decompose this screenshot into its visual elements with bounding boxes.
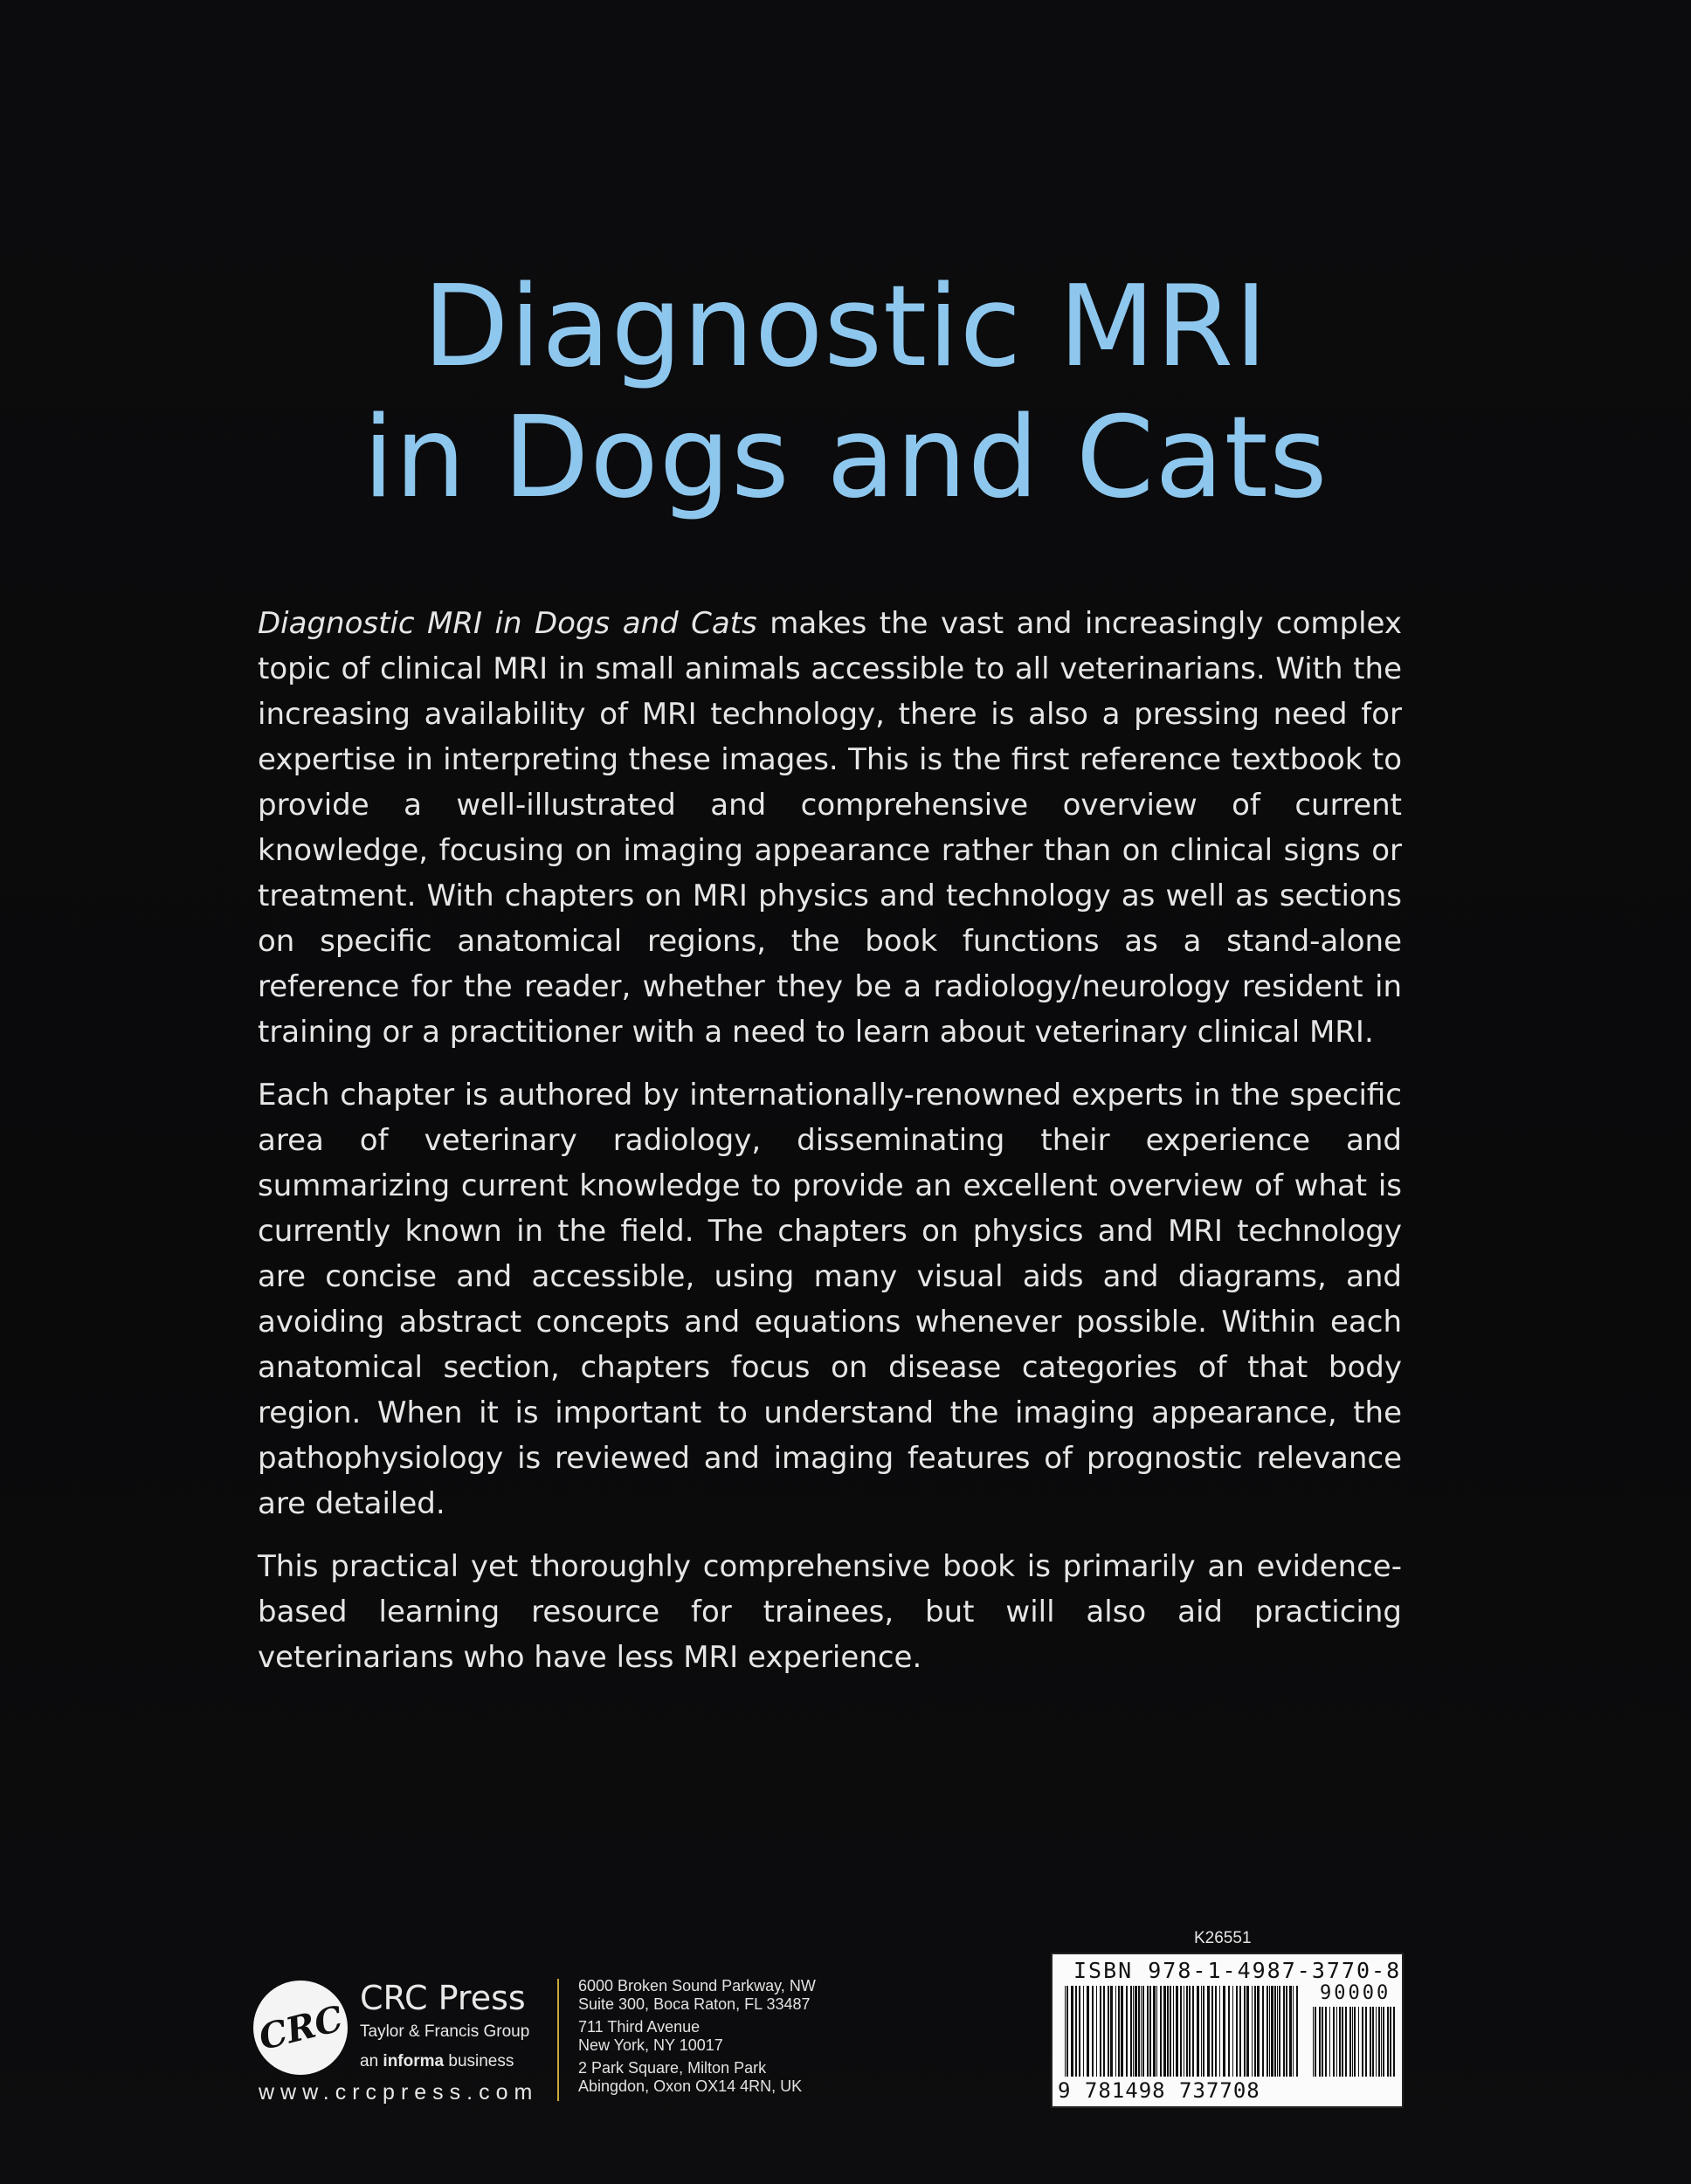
barcode-bar <box>1197 1986 1199 2077</box>
barcode-bar <box>1103 1986 1105 2077</box>
barcode-bar <box>1354 2007 1356 2077</box>
barcode-bar <box>1333 2007 1335 2077</box>
barcode-bar <box>1293 1986 1294 2077</box>
product-code: K26551 <box>1194 1929 1252 1947</box>
barcode-bar <box>1232 1986 1233 2077</box>
isbn-text: ISBN 978-1-4987-3770-8 <box>1073 1958 1402 1983</box>
barcode-bar <box>1142 1986 1144 2077</box>
blurb-paragraph-2: Each chapter is authored by internationally-renowned experts in the specific area of veterinary radiology, disseminating their experience and summarizing current knowledge to provide an excellent overview of what is currently known in the field. The chapters on physics and MRI technology are concise and accessible, using many visual aids and diagrams, and avoiding abstract concepts and equations whenever possible. Within each anatomical section, chapters focus on disease categories of that body region. When it is important to understand the imaging appearance, the pathophysiology is reviewed and imaging features of prognostic relevance are detailed. <box>258 1078 1402 1521</box>
barcode-bar <box>1186 1986 1188 2077</box>
barcode-bar <box>1126 1986 1128 2077</box>
barcode-bar <box>1110 1986 1113 2077</box>
barcode-bar <box>1246 1986 1249 2077</box>
barcode-bar <box>1277 1986 1278 2077</box>
informa-wordmark: informa <box>383 2052 445 2070</box>
barcode-bar <box>1211 1986 1213 2077</box>
barcode-bar <box>1336 2007 1337 2077</box>
barcode-bar <box>1223 1986 1225 2077</box>
crc-logo-text: CRC <box>254 1997 347 2058</box>
barcode-bar <box>1393 2007 1395 2077</box>
barcode-bar <box>1352 2007 1353 2077</box>
barcode-bar <box>1345 2007 1347 2077</box>
barcode-bar <box>1207 1986 1210 2077</box>
barcode-bar <box>1108 1986 1109 2077</box>
barcode-bar <box>1325 2007 1327 2077</box>
isbn-barcode <box>1051 1953 1404 2108</box>
barcode-bar <box>1376 2007 1377 2077</box>
publisher-group: Taylor & Francis Group <box>360 2022 530 2041</box>
title-line-1: Diagnostic MRI <box>423 262 1268 392</box>
blurb <box>258 601 1402 1698</box>
barcode-bar <box>1083 1986 1084 2077</box>
barcode-bar <box>1071 1986 1073 2077</box>
barcode-bar <box>1201 1986 1202 2077</box>
barcode-bar <box>1079 1986 1080 2077</box>
blurb-paragraph-1-text: makes the vast and increasingly complex topic of clinical MRI in small animals accessible to all veterinarians. With the increasing availability of MRI technology, there is also a pressing need for expertise in interpreting these images. This is the first reference textbook to provide a well-illustrated and comprehensive overview of current knowledge, focusing on imaging appearance rather than on clinical signs or treatment. With chapters on MRI physics and technology as well as sections on specific anatomical regions, the book functions as a stand-alone reference for the reader, whether they be a radiology/neurology resident in training or a practitioner with a need to learn about veterinary clinical MRI. <box>258 606 1403 1050</box>
barcode-bar <box>1100 1986 1101 2077</box>
barcode-bar <box>1387 2007 1389 2077</box>
blurb-book-title: Diagnostic MRI in Dogs and Cats <box>258 606 757 641</box>
address-boca-raton: 6000 Broken Sound Parkway, NW Suite 300, Boca Raton, FL 33487 <box>578 1977 816 2013</box>
barcode-bar <box>1170 1986 1171 2077</box>
barcode-bar <box>1092 1986 1094 2077</box>
book-title <box>0 262 1691 524</box>
barcode-bar <box>1378 2007 1380 2077</box>
barcode-bar <box>1372 2007 1374 2077</box>
barcode-bar <box>1118 1986 1120 2077</box>
barcode-bar <box>1381 2007 1382 2077</box>
barcode-bar <box>1138 1986 1140 2077</box>
barcode-bar <box>1269 1986 1270 2077</box>
publisher-addresses <box>578 1977 816 2100</box>
barcode-bar <box>1358 2007 1359 2077</box>
barcode-bar <box>1286 1986 1287 2077</box>
barcode-bar <box>1262 1986 1264 2077</box>
barcode-bar <box>1390 2007 1391 2077</box>
barcode-bar <box>1160 1986 1162 2077</box>
barcode-bar <box>1252 1986 1253 2077</box>
barcode-bar <box>1383 2007 1384 2077</box>
barcode-bar <box>1135 1986 1137 2077</box>
title-line-2: in Dogs and Cats <box>362 393 1329 523</box>
barcode-bar <box>1163 1986 1166 2077</box>
barcode-bar <box>1244 1986 1246 2077</box>
price-addon-number: 90000 <box>1320 1982 1391 2004</box>
barcode-bar <box>1176 1986 1178 2077</box>
barcode-bar <box>1296 1986 1298 2077</box>
barcode-bar <box>1167 1986 1169 2077</box>
barcode-bar <box>1215 1986 1217 2077</box>
barcode-bar <box>1239 1986 1241 2077</box>
address-new-york: 711 Third Avenue New York, NY 10017 <box>578 2018 723 2054</box>
barcode-bar <box>1075 1986 1077 2077</box>
barcode-bar <box>1147 1986 1149 2077</box>
barcode-bar <box>1141 1986 1142 2077</box>
barcode-bar <box>1096 1986 1097 2077</box>
crc-logo <box>253 1981 348 2075</box>
ean-barcode-bars <box>1065 1986 1301 2077</box>
blurb-paragraph-3: This practical yet thoroughly comprehensive book is primarily an evidence-based learning resource for trainees, but will also aid practicing veterinarians who have less MRI experience. <box>258 1549 1402 1675</box>
barcode-bar <box>1349 2007 1351 2077</box>
barcode-bar <box>1189 1986 1191 2077</box>
barcode-bar <box>1254 1986 1256 2077</box>
addon-barcode-bars <box>1313 2007 1397 2077</box>
barcode-bar <box>1289 1986 1292 2077</box>
barcode-bar <box>1342 2007 1343 2077</box>
barcode-bar <box>1203 1986 1204 2077</box>
barcode-bar <box>1087 1986 1089 2077</box>
publisher-url: www.crcpress.com <box>259 2080 539 2105</box>
barcode-bar <box>1173 1986 1174 2077</box>
barcode-bar <box>1153 1986 1156 2077</box>
barcode-bar <box>1066 1986 1068 2077</box>
barcode-bar <box>1149 1986 1151 2077</box>
ean-number: 9 781498 737708 <box>1058 2078 1260 2103</box>
publisher-block <box>253 1972 1057 2112</box>
blurb-paragraph-1 <box>258 601 1402 1055</box>
barcode-bar <box>1065 1986 1066 2077</box>
barcode-bar <box>1370 2007 1371 2077</box>
barcode-bar <box>1274 1986 1276 2077</box>
publisher-name: CRC Press <box>360 1979 526 2017</box>
barcode-bar <box>1156 1986 1157 2077</box>
barcode-bar <box>1271 1986 1273 2077</box>
barcode-bar <box>1365 2007 1367 2077</box>
barcode-bar <box>1130 1986 1132 2077</box>
barcode-bar <box>1319 2007 1321 2077</box>
publisher-informa-line: an informa business <box>360 2052 514 2070</box>
barcode-bar <box>1279 1986 1280 2077</box>
barcode-bar <box>1133 1986 1134 2077</box>
barcode-bar <box>1257 1986 1260 2077</box>
barcode-bar <box>1267 1986 1268 2077</box>
barcode-bar <box>1219 1986 1220 2077</box>
barcode-bar <box>1192 1986 1194 2077</box>
barcode-bar <box>1180 1986 1182 2077</box>
barcode-bar <box>1121 1986 1123 2077</box>
barcode-bar <box>1283 1986 1285 2077</box>
address-abingdon: 2 Park Square, Milton Park Abingdon, Oxon OX14 4RN, UK <box>578 2059 803 2095</box>
barcode-bar <box>1362 2007 1363 2077</box>
barcode-bar <box>1115 1986 1116 2077</box>
barcode-bar <box>1313 2007 1314 2077</box>
barcode-bar <box>1236 1986 1238 2077</box>
barcode-bar <box>1322 2007 1323 2077</box>
barcode-bar <box>1315 2007 1316 2077</box>
barcode-bar <box>1329 2007 1330 2077</box>
publisher-divider <box>557 1979 559 2101</box>
barcode-bar <box>1339 2007 1341 2077</box>
barcode-bar <box>1228 1986 1230 2077</box>
